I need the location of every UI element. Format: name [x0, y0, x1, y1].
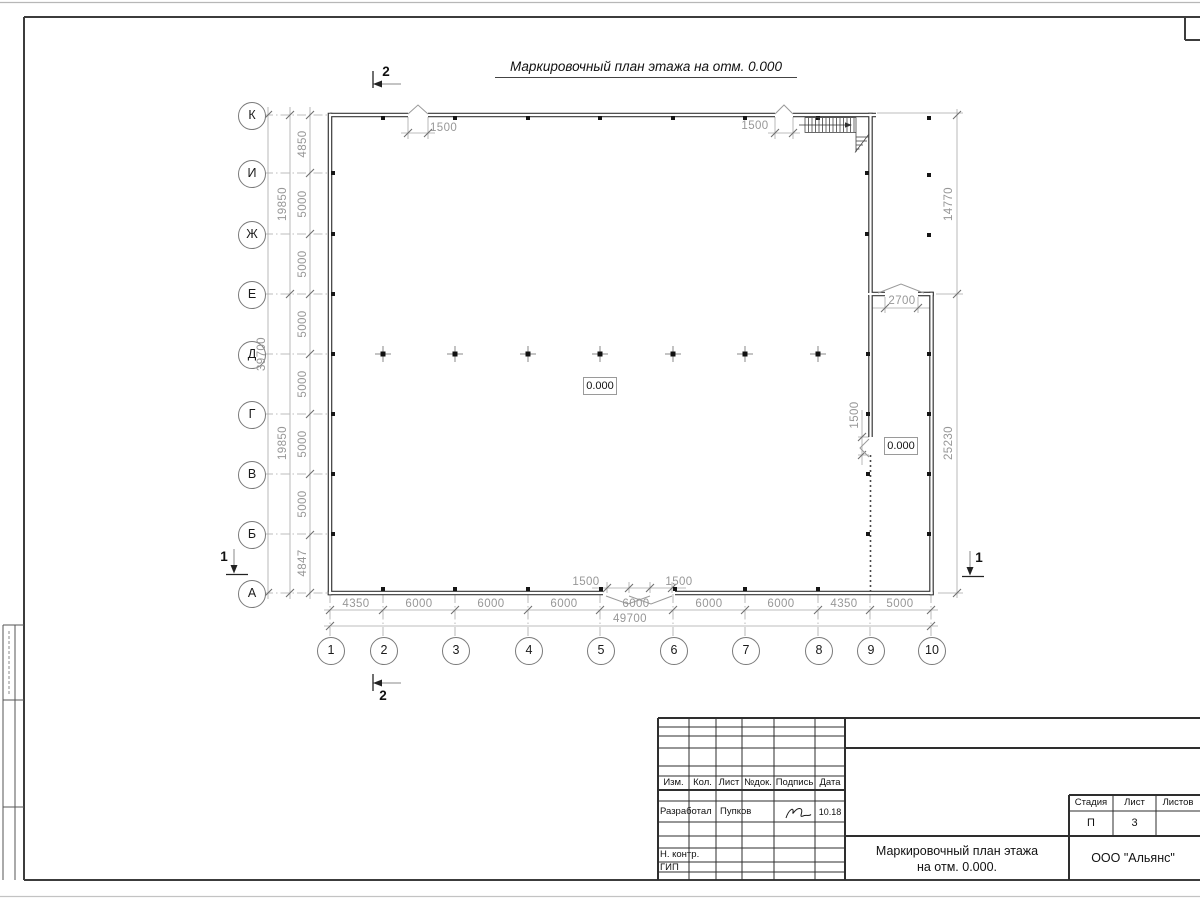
dim-label: 19850	[277, 426, 289, 460]
stamp-doc-title-line1: Маркировочный план этажа	[875, 844, 1039, 858]
dim-label: 6000	[477, 598, 505, 610]
stamp-doc-title-line2: на отм. 0.000.	[916, 860, 998, 874]
axis-bubble-col: 9	[857, 637, 885, 665]
dim-label: 4350	[830, 598, 858, 610]
dim-label: 6000	[550, 598, 578, 610]
dim-label: 5000	[297, 250, 309, 278]
wall-ticks	[331, 116, 931, 591]
axis-bubble-col: 2	[370, 637, 398, 665]
stamp-sheet-value: 3	[1131, 817, 1138, 829]
stamp-sheets-label: Листов	[1162, 797, 1194, 808]
axis-bubble-row: И	[238, 160, 266, 188]
axis-bubble-row: Е	[238, 281, 266, 309]
dim-label: 39700	[256, 337, 268, 371]
axis-bubble-col: 6	[660, 637, 688, 665]
axis-bubble-col: 7	[732, 637, 760, 665]
dimension-lines	[268, 107, 963, 626]
dim-label: 5000	[297, 310, 309, 338]
dim-label: 1500	[665, 576, 693, 588]
axis-bubble-col: 1	[317, 637, 345, 665]
section-number: 1	[220, 549, 228, 564]
interior-columns	[375, 346, 826, 362]
stamp-ncontr-label: Н. контр.	[660, 849, 700, 860]
axis-bubble-row: А	[238, 580, 266, 608]
section-number: 2	[379, 688, 387, 703]
sheet-frame	[24, 17, 1200, 880]
stamp-company: ООО "Альянс"	[1091, 851, 1175, 865]
dim-label: 1500	[572, 576, 600, 588]
dim-label: 6000	[695, 598, 723, 610]
stamp-header-kol: Кол.	[693, 777, 712, 788]
dim-label: 6000	[767, 598, 795, 610]
stamp-gip-label: ГИП	[660, 862, 679, 873]
stamp-stage-label: Стадия	[1074, 797, 1108, 808]
dim-label: 2700	[888, 295, 916, 307]
dim-label: 25230	[943, 426, 955, 460]
stamp-developed-label: Разработал	[660, 806, 712, 817]
dim-label: 1500	[741, 120, 769, 132]
stamp-stage-value: П	[1087, 817, 1095, 829]
staircase	[799, 118, 869, 153]
level-mark: 0.000	[884, 437, 918, 455]
signature	[786, 808, 811, 818]
axis-bubble-row: Д	[238, 341, 266, 369]
dim-label: 4850	[297, 130, 309, 158]
dim-label: 4847	[297, 549, 309, 577]
left-attribute-strip	[3, 625, 24, 880]
dimension-ticks	[264, 111, 961, 630]
stamp-header-podpis: Подпись	[775, 777, 814, 788]
axis-bubble-row: Б	[238, 521, 266, 549]
opening-hats	[408, 105, 924, 604]
axis-bubble-row: Ж	[238, 221, 266, 249]
axis-bubble-row: Г	[238, 401, 266, 429]
dim-label: 5000	[297, 370, 309, 398]
walls	[328, 113, 934, 596]
dim-label: 5000	[297, 490, 309, 518]
stamp-header-izm: Изм.	[663, 777, 684, 788]
dim-label: 1500	[849, 401, 861, 429]
axis-bubble-col: 8	[805, 637, 833, 665]
dim-label: 4350	[342, 598, 370, 610]
scan-artifacts	[0, 3, 1200, 897]
dim-label: 49700	[613, 613, 647, 625]
dim-label: 6000	[405, 598, 433, 610]
dim-label: 1500	[430, 122, 458, 134]
stamp-developed-date: 10.18	[818, 807, 842, 817]
axis-bubble-row: В	[238, 461, 266, 489]
axis-bubble-col: 3	[442, 637, 470, 665]
dim-label: 6000	[622, 598, 650, 610]
axis-bubble-col: 10	[918, 637, 946, 665]
axis-bubble-row: К	[238, 102, 266, 130]
stamp-sheet-label: Лист	[1124, 797, 1145, 808]
drawing-title: Маркировочный план этажа на отм. 0.000	[495, 59, 797, 78]
dim-label: 19850	[277, 187, 289, 221]
dim-label: 5000	[297, 190, 309, 218]
level-mark: 0.000	[583, 377, 617, 395]
walls-core	[329, 114, 933, 594]
stamp-header-data: Дата	[819, 777, 841, 788]
stamp-header-ndok: №док.	[744, 777, 772, 788]
dim-label: 5000	[886, 598, 914, 610]
dim-label: 5000	[297, 430, 309, 458]
stamp-header-list: Лист	[718, 777, 740, 788]
stamp-developed-name: Пупков	[720, 806, 752, 817]
axis-bubble-col: 5	[587, 637, 615, 665]
grid-leader-lines	[264, 115, 931, 636]
axis-bubble-col: 4	[515, 637, 543, 665]
section-number: 1	[975, 550, 983, 565]
section-number: 2	[382, 64, 390, 79]
dim-label: 14770	[943, 187, 955, 221]
